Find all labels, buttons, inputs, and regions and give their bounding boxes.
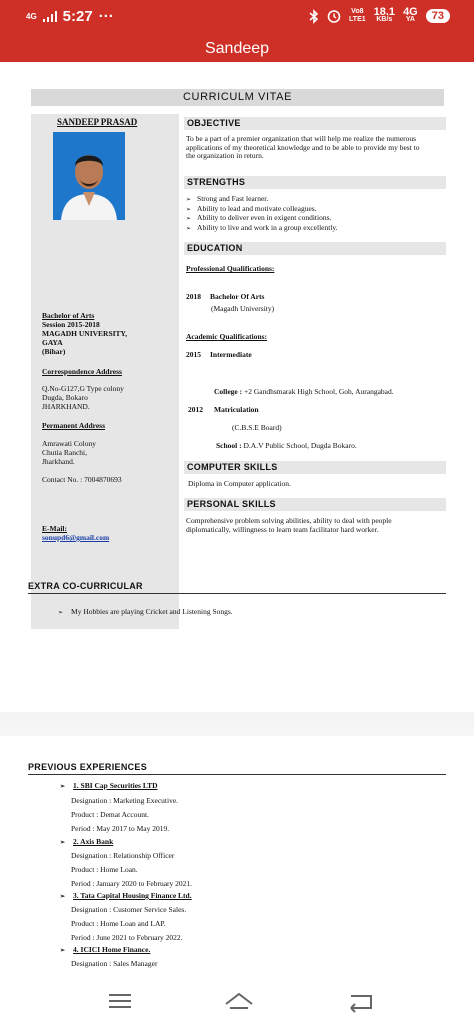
document-page-2[interactable]	[0, 736, 474, 976]
strengths-list	[186, 195, 338, 233]
objective-line: applications of my theoretical knowledge and to be able to provide my best to	[186, 142, 420, 152]
menu-icon[interactable]	[105, 988, 135, 1014]
status-bar	[0, 0, 474, 36]
profile-photo	[53, 132, 125, 220]
experience-title: ➢ 3. Tata Capital Housing Finance Ltd.	[60, 891, 192, 900]
address-line: JHARKHAND.	[42, 402, 90, 411]
cv-title: CURRICULM VITAE	[31, 89, 444, 106]
more-dots: ···	[98, 8, 114, 25]
experience-title: ➢ 2. Axis Bank	[60, 837, 113, 846]
list-item: ➢ Ability to live and work in a group excellently.	[186, 224, 338, 234]
experience-item	[60, 781, 158, 792]
personal-text	[186, 517, 392, 534]
document-page-1[interactable]	[0, 62, 474, 712]
status-right	[309, 8, 450, 24]
computer-text: Diploma in Computer application.	[188, 479, 291, 488]
experience-period: Period : January 2020 to February 2021.	[71, 879, 193, 888]
experience-product: Product : Demat Account.	[71, 810, 149, 819]
address-line: Jharkhand.	[42, 457, 75, 466]
university-label: MAGADH UNIVERSITY,	[42, 329, 128, 338]
address-line: Q.No-G127,G Type colony	[42, 384, 124, 393]
list-item: ➢ Ability to deliver even in exigent conditions.	[186, 214, 338, 224]
objective-text	[186, 135, 419, 161]
school-name: D.A.V Public School, Dugda Bokaro.	[243, 441, 357, 450]
state-label: (Bihar)	[42, 347, 66, 356]
home-icon[interactable]	[222, 988, 252, 1014]
objective-line: the organization in return.	[186, 151, 264, 160]
college-name: +2 Gandhsmarak High School, Goh, Aurangabad.	[244, 387, 394, 396]
contact-number: Contact No. : 7004870693	[42, 475, 122, 484]
session-label: Session 2015-2018	[42, 320, 100, 329]
list-item: ➢ Ability to lead and motivate colleagues.	[186, 205, 338, 215]
personal-line: Comprehensive problem solving abilities, ability to deal with people	[186, 516, 392, 525]
left-column	[31, 114, 179, 629]
college-label: College :	[214, 387, 243, 396]
college-line	[214, 388, 394, 397]
list-item: ➢ Strong and Fast learner.	[186, 195, 338, 205]
email-label: E-Mail:	[42, 524, 67, 533]
extra-heading: EXTRA CO-CURRICULAR	[28, 581, 446, 594]
degree-label: Bachelor of Arts	[42, 311, 95, 320]
personal-line: diplomatically, willingness to learn team facilitator hard worker.	[186, 524, 379, 534]
experience-designation: Designation : Marketing Executive.	[71, 796, 179, 805]
candidate-name: SANDEEP PRASAD	[57, 117, 138, 127]
permanent-address	[42, 439, 96, 466]
email-link[interactable]: sonupd6@gmail.com	[42, 533, 110, 542]
status-left	[26, 8, 114, 25]
permanent-heading: Permanent Address	[42, 421, 105, 430]
edu-summary	[42, 311, 127, 356]
address-line: Dugda, Bokaro	[42, 393, 88, 402]
acad-year-1: 2015	[186, 350, 201, 359]
prof-qual-heading: Professional Qualifications:	[186, 264, 275, 273]
bluetooth-icon	[309, 9, 319, 24]
prof-university: (Magadh University)	[211, 304, 275, 313]
experience-period: Period : June 2021 to February 2022.	[71, 933, 183, 942]
experience-designation: Designation : Sales Manager	[71, 959, 158, 968]
correspondence-address	[42, 384, 124, 411]
experience-item	[60, 891, 192, 902]
clock: 5:27	[62, 8, 93, 25]
acad-year-2: 2012	[188, 405, 203, 414]
experience-period: Period : May 2017 to May 2019.	[71, 824, 170, 833]
data-speed: 18.1 KB/s	[373, 6, 396, 23]
school-line	[216, 442, 357, 451]
app-title: Sandeep	[0, 36, 474, 62]
acad-level-2: Matriculation	[214, 405, 259, 414]
acad-qual-heading: Academic Qualifications:	[186, 332, 268, 341]
battery-icon: 73	[426, 9, 450, 23]
person-photo-icon	[53, 132, 125, 220]
education-heading: EDUCATION	[184, 242, 446, 255]
acad-level-1: Intermediate	[210, 350, 252, 359]
correspondence-heading: Correspondence Address	[42, 367, 122, 376]
objective-line: To be a part of a premier organization that will help me realize the numerous	[186, 134, 417, 143]
experience-title: ➢ 4. ICICI Home Finance.	[60, 945, 150, 954]
experience-product: Product : Home Loan.	[71, 865, 138, 874]
signal-icon	[43, 11, 57, 22]
experience-item	[60, 837, 113, 848]
address-line: Chutia Ranchi,	[42, 448, 87, 457]
prof-degree: Bachelor Of Arts	[210, 292, 265, 301]
computer-heading: COMPUTER SKILLS	[184, 461, 446, 474]
experience-item	[60, 945, 150, 956]
city-label: GAYA	[42, 338, 63, 347]
network-right: 4G YA	[403, 6, 418, 23]
network-left: 4G	[26, 11, 37, 21]
objective-heading: OBJECTIVE	[184, 117, 446, 130]
personal-heading: PERSONAL SKILLS	[184, 498, 446, 511]
board-label: (C.B.S.E Board)	[232, 423, 282, 432]
navigation-bar	[0, 976, 474, 1027]
school-label: School :	[216, 441, 242, 450]
prof-year: 2018	[186, 292, 201, 301]
volte-indicator: Vo8 LTE1	[349, 8, 366, 23]
strengths-heading: STRENGTHS	[184, 176, 446, 189]
back-icon[interactable]	[346, 988, 376, 1014]
alarm-icon	[327, 9, 341, 23]
experience-heading: PREVIOUS EXPERIENCES	[28, 762, 446, 775]
experience-designation: Designation : Relationship Officer	[71, 851, 175, 860]
experience-product: Product : Home Loan and LAP.	[71, 919, 166, 928]
experience-title: ➢ 1. SBI Cap Securities LTD	[60, 781, 158, 790]
address-line: Amrawati Colony	[42, 439, 96, 448]
experience-designation: Designation : Customer Service Sales.	[71, 905, 187, 914]
extra-item: ➢ My Hobbies are playing Cricket and Listening Songs.	[58, 607, 233, 616]
